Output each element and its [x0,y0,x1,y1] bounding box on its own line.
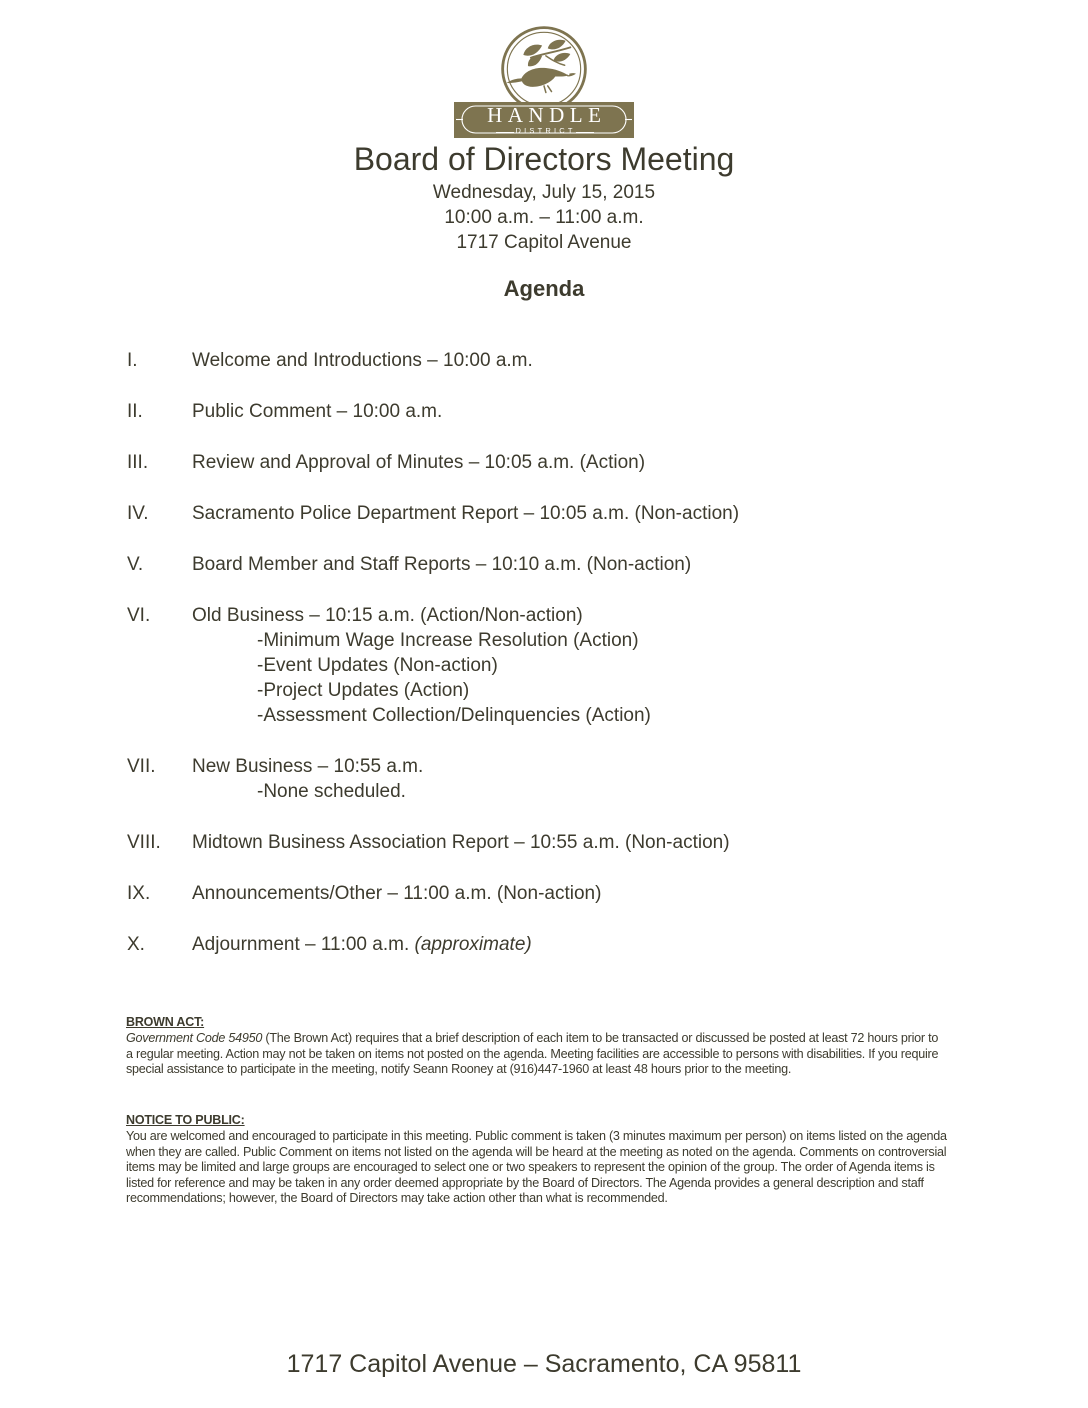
brown-act-body-text: (The Brown Act) requires that a brief description of each item to be transacted or discussed be posted at least 72 hours prior to a regular meeting. Action may not be taken on items not posted on the agenda. Meeting facilities are accessible to persons with disabilities. If you require special assistance to participate in the meeting, notify Seann Rooney at (916)447-1960 at least 48 hours prior to the meeting. [126,1031,939,1077]
logo-subtext: DISTRICT [515,126,576,135]
agenda-item-numeral: IV. [127,503,149,524]
meeting-date: Wednesday, July 15, 2015 [432,182,656,203]
agenda-item [127,450,957,475]
agenda-item-numeral: VI. [127,605,151,626]
agenda-item-text: Old Business – 10:15 a.m. (Action/Non-action) [192,605,583,626]
agenda-subitem: -Minimum Wage Increase Resolution (Action) [257,630,639,651]
agenda-item [127,754,957,804]
agenda-item-text: New Business – 10:55 a.m. [192,756,424,777]
meeting-time: 10:00 a.m. – 11:00 a.m. [444,207,644,228]
notice-to-public-heading: NOTICE TO PUBLIC: [126,1113,245,1127]
footer-address: 1717 Capitol Avenue – Sacramento, CA 95811 [286,1350,802,1378]
agenda-items-list [127,348,957,983]
agenda-item-text-italic: (approximate) [414,934,532,955]
agenda-item-text: Review and Approval of Minutes – 10:05 a.m. (Action) [192,452,646,473]
agenda-item-numeral: VIII. [127,832,161,853]
meeting-location: 1717 Capitol Avenue [456,232,632,253]
organization-logo [0,22,1088,142]
notice-to-public-section [126,1112,948,1207]
agenda-subitem: -Assessment Collection/Delinquencies (Action) [257,705,651,726]
agenda-item [127,881,957,906]
logo-banner [454,98,634,142]
agenda-item-numeral: X. [127,934,145,955]
agenda-item-text: Sacramento Police Department Report – 10:05 a.m. (Non-action) [192,503,740,524]
agenda-item [127,932,957,957]
brown-act-heading: BROWN ACT: [126,1015,205,1029]
agenda-item-text-plain: Adjournment – 11:00 a.m. [192,934,415,955]
brown-act-code-citation: Government Code 54950 [126,1031,263,1045]
agenda-subitems [127,628,957,728]
notice-to-public-body: You are welcomed and encouraged to participate in this meeting. Public comment is taken (3 minutes maximum per person) on items listed on the agenda when they are called. Public Comment on items not listed on the agenda will be heard at the meeting as noted on the agenda. Comments on controversial items may be limited and large groups are encouraged to select one or two speakers to represent the opinion of the group. The order of Agenda items is listed for reference and may be taken in any order deemed appropriate by the Board of Directors. The Agenda provides a general description and staff recommendations; however, the Board of Directors may take action other than what is recommended. [126,1129,947,1206]
agenda-section-heading: Agenda [503,276,585,301]
agenda-subitem: -None scheduled. [257,781,406,802]
agenda-item-text: Board Member and Staff Reports – 10:10 a.m. (Non-action) [192,554,692,575]
agenda-subitems [127,779,957,804]
agenda-item-numeral: II. [127,401,143,422]
agenda-item-text: Midtown Business Association Report – 10:55 a.m. (Non-action) [192,832,730,853]
agenda-item-numeral: VII. [127,756,156,777]
agenda-item [127,552,957,577]
brown-act-section [126,1014,948,1078]
agenda-item [127,399,957,424]
agenda-item-text: Welcome and Introductions – 10:00 a.m. [192,350,533,371]
agenda-item-numeral: I. [127,350,138,371]
agenda-item-numeral: III. [127,452,149,473]
document-header [0,140,1088,255]
agenda-subitem: -Project Updates (Action) [257,680,470,701]
agenda-item-text: Public Comment – 10:00 a.m. [192,401,443,422]
agenda-subitem: -Event Updates (Non-action) [257,655,498,676]
agenda-item [127,501,957,526]
agenda-item-text: Announcements/Other – 11:00 a.m. (Non-action) [192,883,602,904]
agenda-item-numeral: IX. [127,883,151,904]
agenda-item [127,348,957,373]
brown-act-body [126,1031,948,1078]
logo-wordmark: HANDLE [487,103,607,127]
agenda-item-text [192,932,532,957]
agenda-item-numeral: V. [127,554,144,575]
agenda-item [127,830,957,855]
page-title: Board of Directors Meeting [353,141,735,177]
agenda-item [127,603,957,728]
